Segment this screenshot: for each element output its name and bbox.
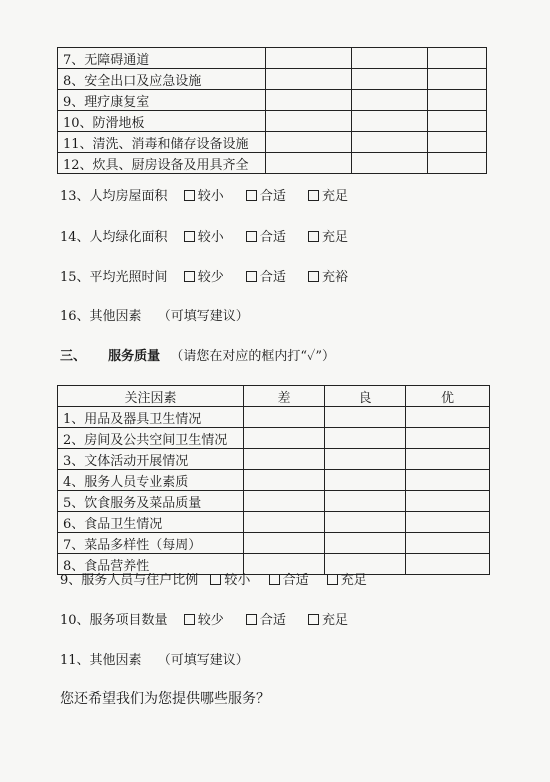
service-factor-label: 7、菜品多样性（每周） bbox=[58, 533, 244, 554]
rating-cell[interactable] bbox=[406, 512, 490, 533]
service-row bbox=[58, 470, 490, 491]
rating-cell[interactable] bbox=[325, 449, 406, 470]
rating-cell[interactable] bbox=[406, 449, 490, 470]
rating-cell[interactable] bbox=[244, 470, 325, 491]
option-13-1[interactable]: 较小 bbox=[184, 188, 224, 206]
rating-cell[interactable] bbox=[244, 512, 325, 533]
checkbox-icon[interactable] bbox=[308, 231, 319, 242]
rating-cell[interactable] bbox=[266, 48, 352, 69]
rating-cell[interactable] bbox=[244, 533, 325, 554]
rating-cell[interactable] bbox=[352, 48, 428, 69]
service-row bbox=[58, 407, 490, 428]
rating-cell[interactable] bbox=[352, 69, 428, 90]
checkbox-icon[interactable] bbox=[184, 231, 195, 242]
checkbox-icon[interactable] bbox=[308, 190, 319, 201]
question-14-label: 14、人均绿化面积 bbox=[60, 230, 168, 245]
checkbox-icon[interactable] bbox=[246, 271, 257, 282]
checkbox-icon[interactable] bbox=[184, 190, 195, 201]
facilities-row bbox=[58, 132, 487, 153]
question-15 bbox=[60, 269, 366, 287]
closing-question: 您还希望我们为您提供哪些服务？ bbox=[60, 691, 270, 707]
rating-cell[interactable] bbox=[244, 407, 325, 428]
rating-cell[interactable] bbox=[428, 69, 487, 90]
option-10-3[interactable]: 充足 bbox=[308, 612, 348, 630]
rating-cell[interactable] bbox=[325, 407, 406, 428]
rating-cell[interactable] bbox=[244, 491, 325, 512]
rating-cell[interactable] bbox=[428, 90, 487, 111]
rating-cell[interactable] bbox=[266, 69, 352, 90]
facilities-row bbox=[58, 69, 487, 90]
rating-cell[interactable] bbox=[352, 111, 428, 132]
option-10-2[interactable]: 合适 bbox=[246, 612, 286, 630]
option-13-2[interactable]: 合适 bbox=[246, 188, 286, 206]
rating-cell[interactable] bbox=[325, 512, 406, 533]
question-13-label: 13、人均房屋面积 bbox=[60, 189, 168, 204]
rating-cell[interactable] bbox=[406, 533, 490, 554]
rating-cell[interactable] bbox=[352, 132, 428, 153]
service-factor-label: 5、饮食服务及菜品质量 bbox=[58, 491, 244, 512]
facilities-row bbox=[58, 111, 487, 132]
option-14-1[interactable]: 较小 bbox=[184, 229, 224, 247]
header-good: 良 bbox=[325, 386, 406, 407]
service-factor-label: 1、用品及器具卫生情况 bbox=[58, 407, 244, 428]
question-14 bbox=[60, 229, 366, 247]
service-factor-label: 8、食品营养性 bbox=[58, 554, 244, 575]
service-row bbox=[58, 428, 490, 449]
rating-cell[interactable] bbox=[428, 48, 487, 69]
section-3-heading bbox=[60, 348, 335, 366]
service-row bbox=[58, 533, 490, 554]
rating-cell[interactable] bbox=[266, 90, 352, 111]
rating-cell[interactable] bbox=[352, 153, 428, 174]
service-table bbox=[57, 385, 490, 575]
service-row bbox=[58, 491, 490, 512]
question-11 bbox=[60, 652, 249, 670]
rating-cell[interactable] bbox=[244, 449, 325, 470]
service-row bbox=[58, 449, 490, 470]
option-13-3[interactable]: 充足 bbox=[308, 188, 348, 206]
question-11-label: 11、其他因素 bbox=[60, 653, 142, 668]
checkbox-icon[interactable] bbox=[308, 271, 319, 282]
checkbox-icon[interactable] bbox=[184, 614, 195, 625]
rating-cell[interactable] bbox=[266, 132, 352, 153]
header-poor: 差 bbox=[244, 386, 325, 407]
checkbox-icon[interactable] bbox=[184, 271, 195, 282]
option-14-2[interactable]: 合适 bbox=[246, 229, 286, 247]
rating-cell[interactable] bbox=[352, 90, 428, 111]
option-10-1[interactable]: 较少 bbox=[184, 612, 224, 630]
service-factor-label: 6、食品卫生情况 bbox=[58, 512, 244, 533]
service-factor-label: 4、服务人员专业素质 bbox=[58, 470, 244, 491]
facilities-row bbox=[58, 48, 487, 69]
facility-label: 8、安全出口及应急设施 bbox=[58, 69, 266, 90]
rating-cell[interactable] bbox=[406, 491, 490, 512]
rating-cell[interactable] bbox=[325, 533, 406, 554]
checkbox-icon[interactable] bbox=[210, 574, 221, 585]
rating-cell[interactable] bbox=[428, 132, 487, 153]
rating-cell[interactable] bbox=[406, 407, 490, 428]
header-factor: 关注因素 bbox=[58, 386, 244, 407]
section-3-number: 三、 bbox=[60, 349, 87, 364]
question-11-note: （可填写建议） bbox=[157, 653, 249, 668]
facility-label: 9、理疗康复室 bbox=[58, 90, 266, 111]
option-9-2[interactable]: 合适 bbox=[269, 572, 309, 590]
checkbox-icon[interactable] bbox=[269, 574, 280, 585]
facility-label: 7、无障碍通道 bbox=[58, 48, 266, 69]
rating-cell[interactable] bbox=[428, 153, 487, 174]
rating-cell[interactable] bbox=[428, 111, 487, 132]
section-3-title: 服务质量 bbox=[108, 349, 161, 364]
rating-cell[interactable] bbox=[325, 470, 406, 491]
option-14-3[interactable]: 充足 bbox=[308, 229, 348, 247]
checkbox-icon[interactable] bbox=[246, 190, 257, 201]
service-row bbox=[58, 512, 490, 533]
question-16-label: 16、其他因素 bbox=[60, 309, 142, 324]
question-16-note: （可填写建议） bbox=[157, 309, 249, 324]
checkbox-icon[interactable] bbox=[246, 231, 257, 242]
question-10 bbox=[60, 612, 366, 630]
service-factor-label: 3、文体活动开展情况 bbox=[58, 449, 244, 470]
question-13 bbox=[60, 188, 366, 206]
rating-cell[interactable] bbox=[406, 470, 490, 491]
option-15-3[interactable]: 充裕 bbox=[308, 269, 348, 287]
facility-label: 10、防滑地板 bbox=[58, 111, 266, 132]
facilities-row bbox=[58, 153, 487, 174]
facilities-row bbox=[58, 90, 487, 111]
rating-cell[interactable] bbox=[266, 153, 352, 174]
section-3-instruction: （请您在对应的框内打“✓”） bbox=[170, 349, 335, 364]
facility-label: 11、清洗、消毒和储存设备设施 bbox=[58, 132, 266, 153]
question-9 bbox=[60, 572, 385, 590]
header-excellent: 优 bbox=[406, 386, 490, 407]
rating-cell[interactable] bbox=[406, 554, 490, 575]
option-15-1[interactable]: 较少 bbox=[184, 269, 224, 287]
option-9-3[interactable]: 充足 bbox=[327, 572, 367, 590]
checkbox-icon[interactable] bbox=[308, 614, 319, 625]
rating-cell[interactable] bbox=[266, 111, 352, 132]
checkbox-icon[interactable] bbox=[246, 614, 257, 625]
rating-cell[interactable] bbox=[325, 428, 406, 449]
service-factor-label: 2、房间及公共空间卫生情况 bbox=[58, 428, 244, 449]
option-9-1[interactable]: 较小 bbox=[210, 572, 250, 590]
question-16 bbox=[60, 308, 249, 326]
service-table-header bbox=[58, 386, 490, 407]
rating-cell[interactable] bbox=[406, 428, 490, 449]
rating-cell[interactable] bbox=[244, 428, 325, 449]
question-9-label: 9、服务人员与住户比例 bbox=[60, 573, 199, 588]
option-15-2[interactable]: 合适 bbox=[246, 269, 286, 287]
rating-cell[interactable] bbox=[325, 491, 406, 512]
checkbox-icon[interactable] bbox=[327, 574, 338, 585]
question-15-label: 15、平均光照时间 bbox=[60, 270, 168, 285]
facilities-table bbox=[57, 47, 487, 174]
facility-label: 12、炊具、厨房设备及用具齐全 bbox=[58, 153, 266, 174]
question-10-label: 10、服务项目数量 bbox=[60, 613, 168, 628]
